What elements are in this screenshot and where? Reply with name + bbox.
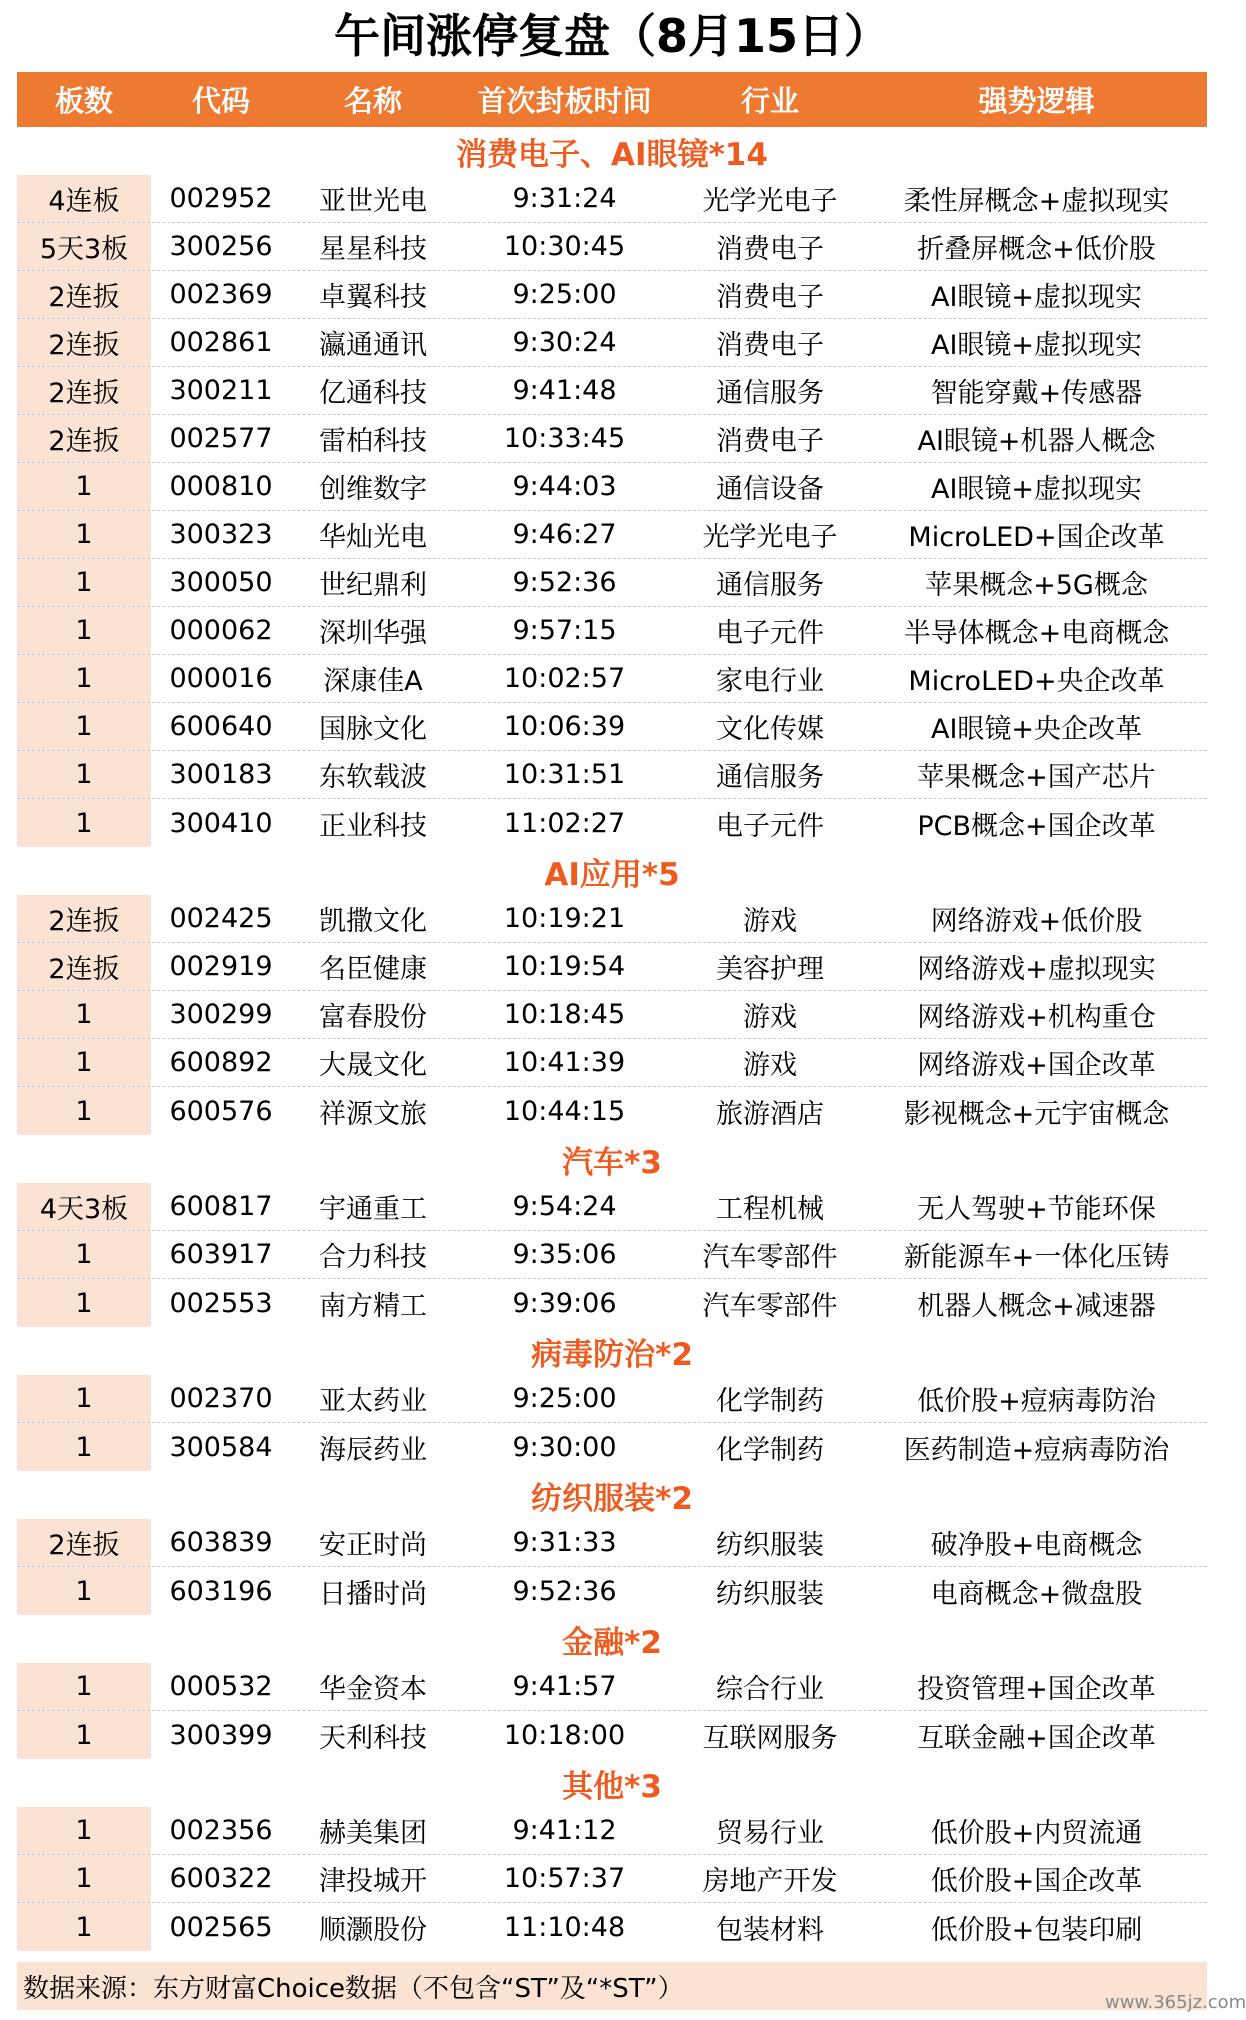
table-row bbox=[17, 943, 1207, 991]
header-code: 代码 bbox=[191, 84, 250, 118]
first-seal-time-cell: 10:41:39 bbox=[503, 1047, 626, 1078]
stock-name-cell: 大晟文化 bbox=[319, 1050, 427, 1081]
stock-code-cell: 002425 bbox=[169, 903, 273, 934]
first-seal-time-cell: 9:41:57 bbox=[512, 1671, 617, 1702]
first-seal-time-cell: 9:25:00 bbox=[512, 279, 617, 310]
board-count-cell: 4天3板 bbox=[17, 1183, 151, 1230]
strength-logic-cell: AI眼镜+机器人概念 bbox=[917, 426, 1156, 457]
section-header: 纺织服装*2 bbox=[531, 1480, 693, 1517]
first-seal-time-cell: 9:46:27 bbox=[512, 519, 617, 550]
table-row bbox=[17, 991, 1207, 1039]
table-row bbox=[17, 703, 1207, 751]
board-count-cell: 1 bbox=[17, 1903, 151, 1951]
industry-cell: 消费电子 bbox=[716, 330, 824, 361]
stock-name-cell: 合力科技 bbox=[319, 1242, 427, 1273]
table-row bbox=[17, 655, 1207, 703]
board-count-cell: 1 bbox=[17, 1807, 151, 1854]
first-seal-time-cell: 9:30:00 bbox=[512, 1431, 617, 1463]
first-seal-time-cell: 10:06:39 bbox=[503, 711, 626, 742]
stock-code-cell: 002952 bbox=[169, 183, 273, 214]
board-count-cell: 1 bbox=[17, 1855, 151, 1902]
stock-code-cell: 000016 bbox=[169, 663, 273, 694]
stock-code-cell: 600817 bbox=[169, 1191, 273, 1222]
table-row bbox=[17, 1375, 1207, 1423]
strength-logic-cell: AI眼镜+虚拟现实 bbox=[930, 330, 1143, 361]
first-seal-time-cell: 10:57:37 bbox=[503, 1863, 626, 1894]
first-seal-time-cell: 9:41:12 bbox=[512, 1815, 617, 1846]
board-count-cell: 1 bbox=[17, 511, 151, 558]
board-count-cell: 1 bbox=[17, 463, 151, 510]
board-count-cell: 1 bbox=[17, 799, 151, 847]
board-count-cell: 2连扳 bbox=[17, 943, 151, 990]
strength-logic-cell: 苹果概念+国产芯片 bbox=[917, 762, 1156, 793]
strength-logic-cell: 网络游戏+虚拟现实 bbox=[917, 954, 1156, 985]
board-count-cell: 1 bbox=[17, 1087, 151, 1135]
board-count-cell: 1 bbox=[17, 1711, 151, 1759]
industry-cell: 电子元件 bbox=[716, 618, 824, 649]
board-count-cell: 2连扳 bbox=[17, 415, 151, 462]
header-name: 名称 bbox=[343, 84, 402, 118]
first-seal-time-cell: 11:10:48 bbox=[503, 1911, 626, 1943]
industry-cell: 通信服务 bbox=[716, 570, 824, 601]
stock-code-cell: 002861 bbox=[169, 327, 273, 358]
strength-logic-cell: 无人驾驶+节能环保 bbox=[917, 1194, 1156, 1225]
table-row bbox=[17, 463, 1207, 511]
strength-logic-cell: 破净股+电商概念 bbox=[930, 1530, 1143, 1561]
first-seal-time-cell: 9:57:15 bbox=[512, 615, 617, 646]
first-seal-time-cell: 10:18:45 bbox=[503, 999, 626, 1030]
table-row bbox=[17, 1519, 1207, 1567]
strength-logic-cell: AI眼镜+央企改革 bbox=[930, 714, 1143, 745]
table-row bbox=[17, 1855, 1207, 1903]
table-row bbox=[17, 751, 1207, 799]
strength-logic-cell: MicroLED+国企改革 bbox=[908, 522, 1165, 553]
stock-code-cell: 002577 bbox=[169, 423, 273, 454]
first-seal-time-cell: 9:25:00 bbox=[512, 1383, 617, 1414]
stock-name-cell: 海辰药业 bbox=[319, 1434, 427, 1466]
stock-name-cell: 深圳华强 bbox=[319, 618, 427, 649]
first-seal-time-cell: 11:02:27 bbox=[503, 807, 626, 839]
table-row bbox=[17, 1279, 1207, 1327]
table-row bbox=[17, 271, 1207, 319]
stock-name-cell: 星星科技 bbox=[319, 234, 427, 265]
strength-logic-cell: 低价股+国企改革 bbox=[930, 1866, 1143, 1897]
board-count-cell: 1 bbox=[17, 1375, 151, 1422]
stock-code-cell: 002356 bbox=[169, 1815, 273, 1846]
stock-name-cell: 宇通重工 bbox=[319, 1194, 427, 1225]
stock-name-cell: 赫美集团 bbox=[319, 1818, 427, 1849]
section-header: 消费电子、AI眼镜*14 bbox=[456, 136, 768, 173]
stock-code-cell: 300410 bbox=[169, 807, 273, 839]
stock-name-cell: 瀛通通讯 bbox=[319, 330, 427, 361]
stock-code-cell: 600576 bbox=[169, 1095, 273, 1127]
first-seal-time-cell: 9:44:03 bbox=[512, 471, 617, 502]
table-row bbox=[17, 1231, 1207, 1279]
table-row bbox=[17, 319, 1207, 367]
first-seal-time-cell: 9:52:36 bbox=[512, 567, 617, 598]
industry-cell: 文化传媒 bbox=[716, 714, 824, 745]
first-seal-time-cell: 9:31:24 bbox=[512, 183, 617, 214]
stock-name-cell: 津投城开 bbox=[319, 1866, 427, 1897]
strength-logic-cell: 折叠屏概念+低价股 bbox=[917, 234, 1156, 265]
first-seal-time-cell: 9:41:48 bbox=[512, 375, 617, 406]
first-seal-time-cell: 9:39:06 bbox=[512, 1287, 617, 1319]
strength-logic-cell: AI眼镜+虚拟现实 bbox=[930, 282, 1143, 313]
table-row bbox=[17, 511, 1207, 559]
stock-code-cell: 300299 bbox=[169, 999, 273, 1030]
data-source-note: 数据来源：东方财富Choice数据（不包含“ST”及“*ST”） bbox=[17, 1962, 1207, 2010]
strength-logic-cell: 医药制造+痘病毒防治 bbox=[903, 1434, 1170, 1466]
section-header: 其他*3 bbox=[562, 1768, 662, 1805]
first-seal-time-cell: 10:02:57 bbox=[503, 663, 626, 694]
stock-name-cell: 卓翼科技 bbox=[319, 282, 427, 313]
stock-name-cell: 天利科技 bbox=[319, 1722, 427, 1754]
board-count-cell: 1 bbox=[17, 1423, 151, 1471]
table-row bbox=[17, 1807, 1207, 1855]
first-seal-time-cell: 9:30:24 bbox=[512, 327, 617, 358]
stock-name-cell: 名臣健康 bbox=[319, 954, 427, 985]
stock-name-cell: 亚太药业 bbox=[319, 1386, 427, 1417]
table-row bbox=[17, 1903, 1207, 1951]
industry-cell: 汽车零部件 bbox=[702, 1290, 838, 1322]
limit-up-table bbox=[17, 127, 1207, 1951]
industry-cell: 汽车零部件 bbox=[702, 1242, 838, 1273]
first-seal-time-cell: 10:44:15 bbox=[503, 1095, 626, 1127]
strength-logic-cell: 柔性屏概念+虚拟现实 bbox=[903, 186, 1170, 217]
industry-cell: 消费电子 bbox=[716, 282, 824, 313]
stock-code-cell: 603839 bbox=[169, 1527, 273, 1558]
board-count-cell: 1 bbox=[17, 1567, 151, 1615]
first-seal-time-cell: 10:19:54 bbox=[503, 951, 626, 982]
industry-cell: 通信服务 bbox=[716, 378, 824, 409]
industry-cell: 互联网服务 bbox=[702, 1722, 838, 1754]
stock-code-cell: 300050 bbox=[169, 567, 273, 598]
board-count-cell: 1 bbox=[17, 607, 151, 654]
industry-cell: 房地产开发 bbox=[702, 1866, 838, 1897]
board-count-cell: 1 bbox=[17, 1039, 151, 1086]
table-row bbox=[17, 799, 1207, 847]
stock-code-cell: 300584 bbox=[169, 1431, 273, 1463]
board-count-cell: 1 bbox=[17, 1663, 151, 1710]
strength-logic-cell: 机器人概念+减速器 bbox=[917, 1290, 1156, 1322]
stock-code-cell: 300256 bbox=[169, 231, 273, 262]
strength-logic-cell: 低价股+包装印刷 bbox=[930, 1914, 1143, 1946]
stock-code-cell: 000810 bbox=[169, 471, 273, 502]
stock-name-cell: 东软载波 bbox=[319, 762, 427, 793]
first-seal-time-cell: 9:31:33 bbox=[512, 1527, 617, 1558]
board-count-cell: 2连扳 bbox=[17, 367, 151, 414]
table-row bbox=[17, 1711, 1207, 1759]
section-header: 汽车*3 bbox=[562, 1144, 662, 1181]
page-title: 午间涨停复盘（8月15日） bbox=[333, 9, 891, 63]
stock-code-cell: 300399 bbox=[169, 1719, 273, 1751]
section-header: AI应用*5 bbox=[544, 856, 680, 893]
strength-logic-cell: 互联金融+国企改革 bbox=[917, 1722, 1156, 1754]
stock-code-cell: 600640 bbox=[169, 711, 273, 742]
header-first-seal-time: 首次封板时间 bbox=[477, 84, 652, 118]
industry-cell: 光学光电子 bbox=[702, 522, 838, 553]
industry-cell: 旅游酒店 bbox=[716, 1098, 824, 1130]
stock-name-cell: 创维数字 bbox=[319, 474, 427, 505]
industry-cell: 化学制药 bbox=[716, 1434, 824, 1466]
industry-cell: 包装材料 bbox=[716, 1914, 824, 1946]
strength-logic-cell: 网络游戏+低价股 bbox=[930, 906, 1143, 937]
stock-name-cell: 华金资本 bbox=[319, 1674, 427, 1705]
strength-logic-cell: MicroLED+央企改革 bbox=[908, 666, 1165, 697]
stock-code-cell: 600892 bbox=[169, 1047, 273, 1078]
first-seal-time-cell: 10:18:00 bbox=[503, 1719, 626, 1751]
stock-code-cell: 002370 bbox=[169, 1383, 273, 1414]
industry-cell: 纺织服装 bbox=[716, 1530, 824, 1561]
board-count-cell: 1 bbox=[17, 1231, 151, 1278]
section-header: 金融*2 bbox=[562, 1624, 662, 1661]
header-board-count: 板数 bbox=[54, 84, 113, 118]
first-seal-time-cell: 10:30:45 bbox=[503, 231, 626, 262]
table-row bbox=[17, 175, 1207, 223]
table-row bbox=[17, 223, 1207, 271]
strength-logic-cell: 半导体概念+电商概念 bbox=[903, 618, 1170, 649]
stock-name-cell: 亿通科技 bbox=[319, 378, 427, 409]
first-seal-time-cell: 10:31:51 bbox=[503, 759, 626, 790]
first-seal-time-cell: 9:54:24 bbox=[512, 1191, 617, 1222]
stock-name-cell: 国脉文化 bbox=[319, 714, 427, 745]
board-count-cell: 1 bbox=[17, 1279, 151, 1327]
table-row bbox=[17, 895, 1207, 943]
stock-name-cell: 华灿光电 bbox=[319, 522, 427, 553]
stock-code-cell: 300323 bbox=[169, 519, 273, 550]
strength-logic-cell: 低价股+痘病毒防治 bbox=[917, 1386, 1156, 1417]
stock-name-cell: 正业科技 bbox=[319, 810, 427, 842]
first-seal-time-cell: 10:19:21 bbox=[503, 903, 626, 934]
table-row bbox=[17, 1087, 1207, 1135]
first-seal-time-cell: 9:52:36 bbox=[512, 1575, 617, 1607]
first-seal-time-cell: 9:35:06 bbox=[512, 1239, 617, 1270]
strength-logic-cell: 低价股+内贸流通 bbox=[930, 1818, 1143, 1849]
stock-code-cell: 002553 bbox=[169, 1287, 273, 1319]
stock-name-cell: 祥源文旅 bbox=[319, 1098, 427, 1130]
table-row bbox=[17, 1039, 1207, 1087]
industry-cell: 家电行业 bbox=[716, 666, 824, 697]
board-count-cell: 2连扳 bbox=[17, 319, 151, 366]
header-industry: 行业 bbox=[740, 84, 799, 118]
header-logic: 强势逻辑 bbox=[978, 84, 1095, 118]
stock-code-cell: 002369 bbox=[169, 279, 273, 310]
industry-cell: 纺织服装 bbox=[716, 1578, 824, 1610]
stock-name-cell: 富春股份 bbox=[319, 1002, 427, 1033]
stock-code-cell: 300211 bbox=[169, 375, 273, 406]
table-row bbox=[17, 1663, 1207, 1711]
table-row bbox=[17, 1423, 1207, 1471]
strength-logic-cell: 智能穿戴+传感器 bbox=[930, 378, 1143, 409]
stock-code-cell: 300183 bbox=[169, 759, 273, 790]
board-count-cell: 4连板 bbox=[17, 175, 151, 222]
stock-name-cell: 世纪鼎利 bbox=[319, 570, 427, 601]
board-count-cell: 2连扳 bbox=[17, 271, 151, 318]
board-count-cell: 1 bbox=[17, 655, 151, 702]
industry-cell: 消费电子 bbox=[716, 234, 824, 265]
board-count-cell: 1 bbox=[17, 559, 151, 606]
industry-cell: 综合行业 bbox=[716, 1674, 824, 1705]
strength-logic-cell: 网络游戏+国企改革 bbox=[917, 1050, 1156, 1081]
table-row bbox=[17, 415, 1207, 463]
stock-name-cell: 顺灏股份 bbox=[319, 1914, 427, 1946]
section-header: 病毒防治*2 bbox=[531, 1336, 693, 1373]
board-count-cell: 1 bbox=[17, 991, 151, 1038]
stock-name-cell: 亚世光电 bbox=[319, 186, 427, 217]
industry-cell: 游戏 bbox=[743, 906, 797, 937]
stock-code-cell: 000062 bbox=[169, 615, 273, 646]
stock-name-cell: 凯撒文化 bbox=[319, 906, 427, 937]
table-row bbox=[17, 1183, 1207, 1231]
industry-cell: 美容护理 bbox=[716, 954, 824, 985]
industry-cell: 工程机械 bbox=[716, 1194, 824, 1225]
industry-cell: 游戏 bbox=[743, 1002, 797, 1033]
stock-code-cell: 600322 bbox=[169, 1863, 273, 1894]
table-header bbox=[17, 72, 1207, 127]
stock-name-cell: 日播时尚 bbox=[319, 1578, 427, 1610]
stock-name-cell: 深康佳A bbox=[323, 666, 423, 697]
stock-code-cell: 000532 bbox=[169, 1671, 273, 1702]
board-count-cell: 1 bbox=[17, 751, 151, 798]
industry-cell: 电子元件 bbox=[716, 810, 824, 842]
stock-name-cell: 安正时尚 bbox=[319, 1530, 427, 1561]
industry-cell: 消费电子 bbox=[716, 426, 824, 457]
stock-code-cell: 603196 bbox=[169, 1575, 273, 1607]
strength-logic-cell: 苹果概念+5G概念 bbox=[925, 570, 1148, 601]
strength-logic-cell: 投资管理+国企改革 bbox=[917, 1674, 1156, 1705]
stock-code-cell: 603917 bbox=[169, 1239, 273, 1270]
strength-logic-cell: 影视概念+元宇宙概念 bbox=[903, 1098, 1170, 1130]
industry-cell: 贸易行业 bbox=[716, 1818, 824, 1849]
table-row bbox=[17, 1567, 1207, 1615]
strength-logic-cell: 新能源车+一体化压铸 bbox=[903, 1242, 1170, 1273]
industry-cell: 游戏 bbox=[743, 1050, 797, 1081]
stock-name-cell: 南方精工 bbox=[319, 1290, 427, 1322]
industry-cell: 光学光电子 bbox=[702, 186, 838, 217]
board-count-cell: 5天3板 bbox=[17, 223, 151, 270]
stock-name-cell: 雷柏科技 bbox=[319, 426, 427, 457]
industry-cell: 通信设备 bbox=[716, 474, 824, 505]
stock-code-cell: 002919 bbox=[169, 951, 273, 982]
table-row bbox=[17, 607, 1207, 655]
stock-code-cell: 002565 bbox=[169, 1911, 273, 1943]
table-row bbox=[17, 367, 1207, 415]
first-seal-time-cell: 10:33:45 bbox=[503, 423, 626, 454]
strength-logic-cell: PCB概念+国企改革 bbox=[917, 810, 1156, 842]
board-count-cell: 2连扳 bbox=[17, 895, 151, 942]
board-count-cell: 1 bbox=[17, 703, 151, 750]
site-watermark: www.365jz.com bbox=[1105, 1992, 1246, 2013]
board-count-cell: 2连扳 bbox=[17, 1519, 151, 1566]
industry-cell: 化学制药 bbox=[716, 1386, 824, 1417]
strength-logic-cell: AI眼镜+虚拟现实 bbox=[930, 474, 1143, 505]
strength-logic-cell: 网络游戏+机构重仓 bbox=[917, 1002, 1156, 1033]
industry-cell: 通信服务 bbox=[716, 762, 824, 793]
strength-logic-cell: 电商概念+微盘股 bbox=[930, 1578, 1143, 1610]
table-row bbox=[17, 559, 1207, 607]
